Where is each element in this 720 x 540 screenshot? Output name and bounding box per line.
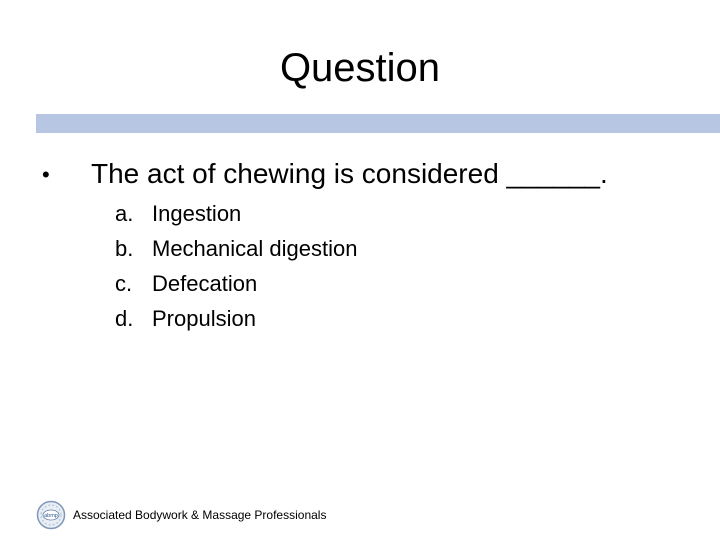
organization-name: Associated Bodywork & Massage Professionals bbox=[73, 508, 327, 522]
answer-option-d bbox=[0, 301, 720, 336]
title-accent-bar bbox=[36, 114, 720, 133]
option-text: Propulsion bbox=[152, 306, 256, 331]
option-letter: a. bbox=[115, 201, 134, 226]
option-text: Ingestion bbox=[152, 201, 242, 226]
question-bullet bbox=[0, 154, 720, 194]
slide-title-text: Question bbox=[279, 46, 441, 90]
answer-option-b bbox=[0, 231, 720, 266]
answer-option-a bbox=[0, 196, 720, 231]
abmp-logo-icon bbox=[36, 500, 66, 530]
option-text: Defecation bbox=[152, 271, 258, 296]
logo-lettering: abmp bbox=[44, 513, 58, 519]
bullet-marker: • bbox=[42, 162, 50, 187]
option-letter: b. bbox=[115, 236, 134, 261]
slide-title bbox=[0, 42, 720, 94]
answer-option-c bbox=[0, 266, 720, 301]
slide-footer bbox=[36, 498, 396, 532]
option-letter: c. bbox=[115, 271, 133, 296]
question-text: The act of chewing is considered ______. bbox=[91, 158, 608, 189]
option-letter: d. bbox=[115, 306, 134, 331]
option-text: Mechanical digestion bbox=[152, 236, 358, 261]
